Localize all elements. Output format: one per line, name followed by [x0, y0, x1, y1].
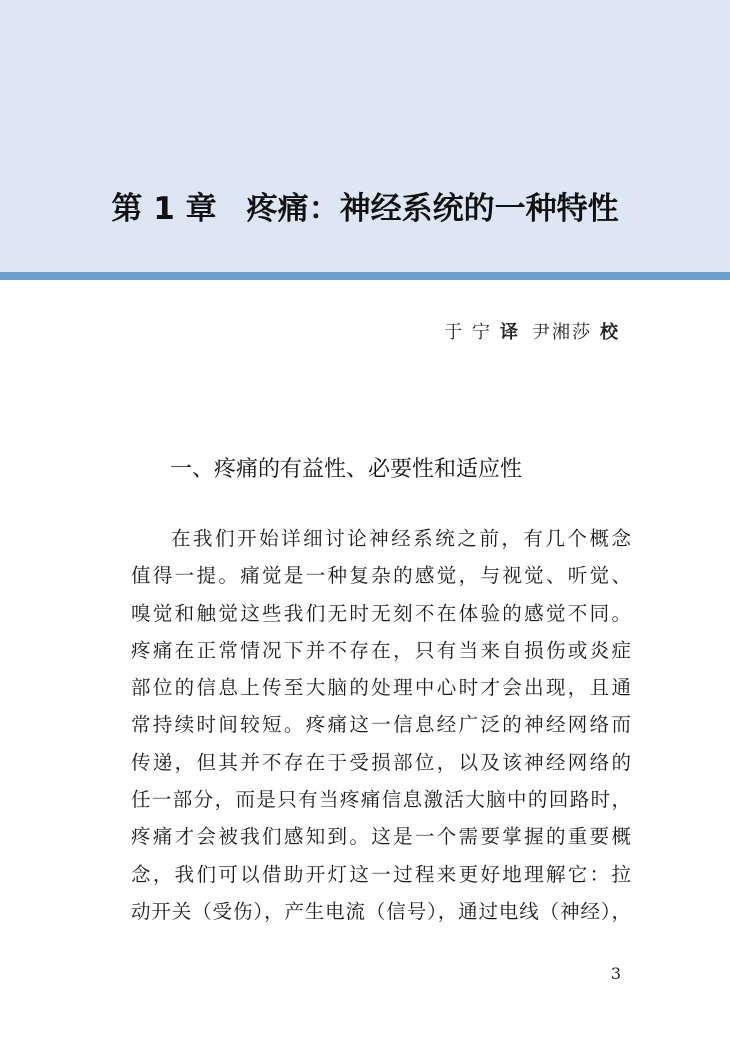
- body-line: 在我们开始详细讨论神经系统之前，有几个概念: [171, 527, 631, 550]
- reviewer-name: 尹湘莎: [532, 322, 592, 343]
- body-line: 传递，但其并不存在于受损部位，以及该神经网络的: [131, 750, 631, 774]
- body-line: 嗅觉和触觉这些我们无时无刻不在体验的感觉不同。: [131, 601, 631, 625]
- chapter-header-rule: [0, 272, 730, 280]
- body-line: 常持续时间较短。疼痛这一信息经广泛的神经网络而: [131, 713, 631, 737]
- translator-role: 译: [500, 322, 518, 343]
- body-paragraph: [131, 520, 631, 930]
- body-line: 动开关（受伤），产生电流（信号），通过电线（神经），: [131, 899, 631, 923]
- section-heading: 一、疼痛的有益性、必要性和适应性: [170, 457, 523, 482]
- body-line: 疼痛在正常情况下并不存在，只有当来自损伤或炎症: [131, 638, 631, 662]
- credits-line: [444, 318, 618, 348]
- body-line: 念，我们可以借助开灯这一过程来更好地理解它：拉: [131, 862, 631, 886]
- body-line: 任一部分，而是只有当疼痛信息激活大脑中的回路时，: [131, 788, 631, 812]
- chapter-title: [0, 187, 730, 231]
- body-line: 值得一提。痛觉是一种复杂的感觉，与视觉、听觉、: [131, 564, 631, 588]
- page-number: 3: [610, 964, 621, 983]
- chapter-header-band: [0, 0, 730, 272]
- chapter-title-text: 疼痛：神经系统的一种特性: [246, 191, 619, 227]
- reviewer-role: 校: [600, 322, 618, 343]
- body-line: 疼痛才会被我们感知到。这是一个需要掌握的重要概: [131, 825, 631, 849]
- translator-name: 于 宁: [444, 322, 492, 343]
- chapter-number: 第 1 章: [111, 191, 217, 227]
- body-line: 部位的信息上传至大脑的处理中心时才会出现，且通: [131, 676, 631, 700]
